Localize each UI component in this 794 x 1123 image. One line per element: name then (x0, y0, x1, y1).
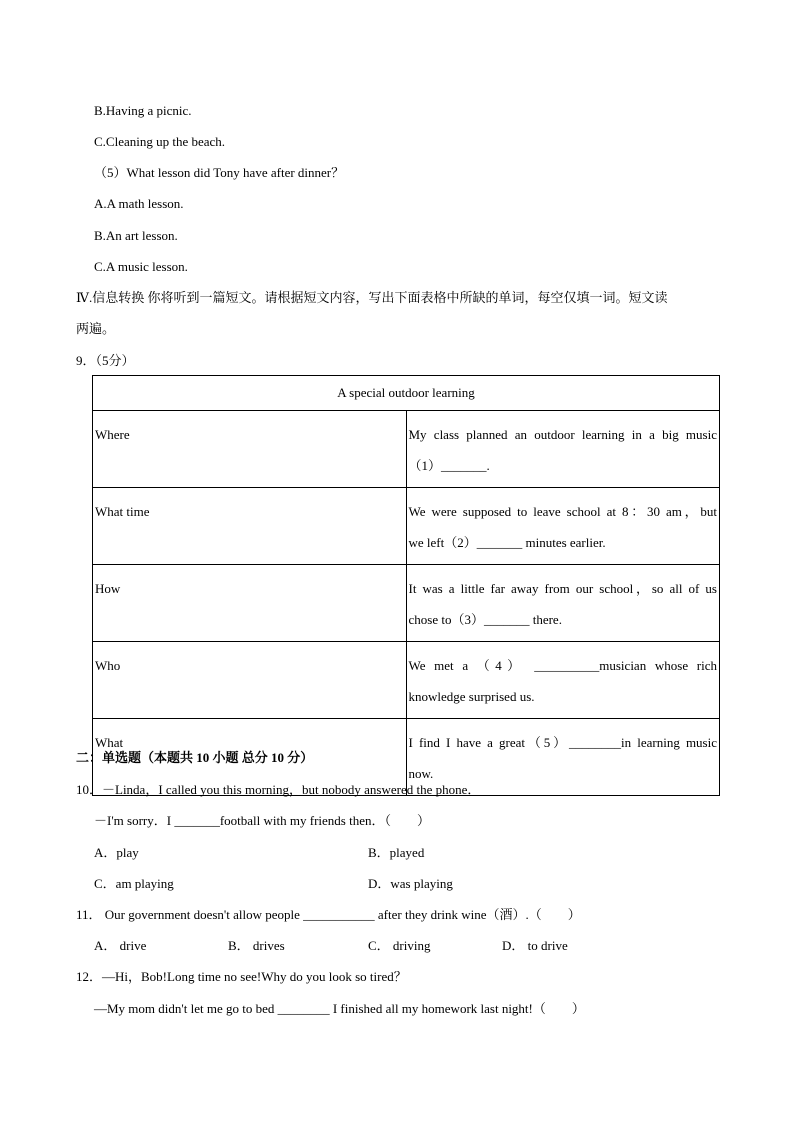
table-row (93, 488, 720, 565)
section4-instruction-line2: 两遍。 (76, 321, 116, 336)
row-label: What time (93, 488, 407, 565)
q5-option-b: B.An art lesson. (94, 228, 178, 243)
row-content (406, 565, 720, 642)
row-label: Who (93, 642, 407, 719)
row-label: Where (93, 411, 407, 488)
q5-option-c: C.A music lesson. (94, 259, 188, 274)
q11-stem: 11． Our government doesn't allow people ___________ after they drink wine（酒）.（ ） (76, 907, 581, 922)
q11-option-d: D． to drive (502, 938, 568, 953)
q10-option-b: B．played (368, 845, 425, 860)
row-line1: We were supposed to leave school at 8：30 am，but (408, 504, 717, 519)
row-label: How (93, 565, 407, 642)
q5-option-a: A.A math lesson. (94, 196, 184, 211)
q11-option-c: C． driving (368, 938, 431, 953)
q11-option-a: A． drive (94, 938, 147, 953)
table-row (93, 642, 720, 719)
q10-option-d: D．was playing (368, 876, 453, 891)
q12-line1: 12．—Hi，Bob!Long time no see!Why do you look so tired？ (76, 969, 407, 984)
q10-option-a: A．play (94, 845, 139, 860)
row-line2: chose to（3）_______ there. (408, 612, 562, 627)
q10-option-c: C．am playing (94, 876, 174, 891)
q9-label: 9．（5分） (76, 353, 135, 368)
q4-option-b: B.Having a picnic. (94, 103, 192, 118)
q10-line1: 10．－Linda，I called you this morning，but nobody answered the phone． (76, 782, 481, 797)
table-row (93, 411, 720, 488)
table-title-row (93, 376, 720, 411)
q5-stem: （5）What lesson did Tony have after dinner？ (94, 165, 345, 180)
table-row (93, 565, 720, 642)
part2-header: 二：单选题（本题共 10 小题 总分 10 分） (76, 750, 314, 765)
row-line1: My class planned an outdoor learning in a big music (408, 427, 717, 442)
row-content (406, 411, 720, 488)
q10-line2: －I'm sorry．I _______football with my friends then．（ ） (94, 813, 430, 828)
row-line1: I find I have a great（5）________in learning music (408, 735, 717, 750)
row-line2: now. (408, 766, 434, 781)
row-line1: We met a （4） __________musician whose rich (408, 658, 717, 673)
q4-option-c: C.Cleaning up the beach. (94, 134, 226, 149)
row-label: What (93, 719, 407, 796)
table-title: A special outdoor learning (93, 376, 720, 411)
row-line2: （1）_______. (408, 458, 490, 473)
q12-line2: —My mom didn't let me go to bed ________ I finished all my homework last night!（ ） (94, 1001, 585, 1016)
row-content (406, 488, 720, 565)
row-line1: It was a little far away from our school，so all of us (408, 581, 717, 596)
row-line2: we left（2）_______ minutes earlier. (408, 535, 606, 550)
section4-instruction-line1: Ⅳ.信息转换 你将听到一篇短文。请根据短文内容，写出下面表格中所缺的单词，每空仅填一词。短文读 (76, 290, 668, 305)
q11-option-b: B． drives (228, 938, 285, 953)
row-content (406, 642, 720, 719)
info-table (92, 375, 720, 796)
row-line2: knowledge surprised us. (408, 689, 535, 704)
